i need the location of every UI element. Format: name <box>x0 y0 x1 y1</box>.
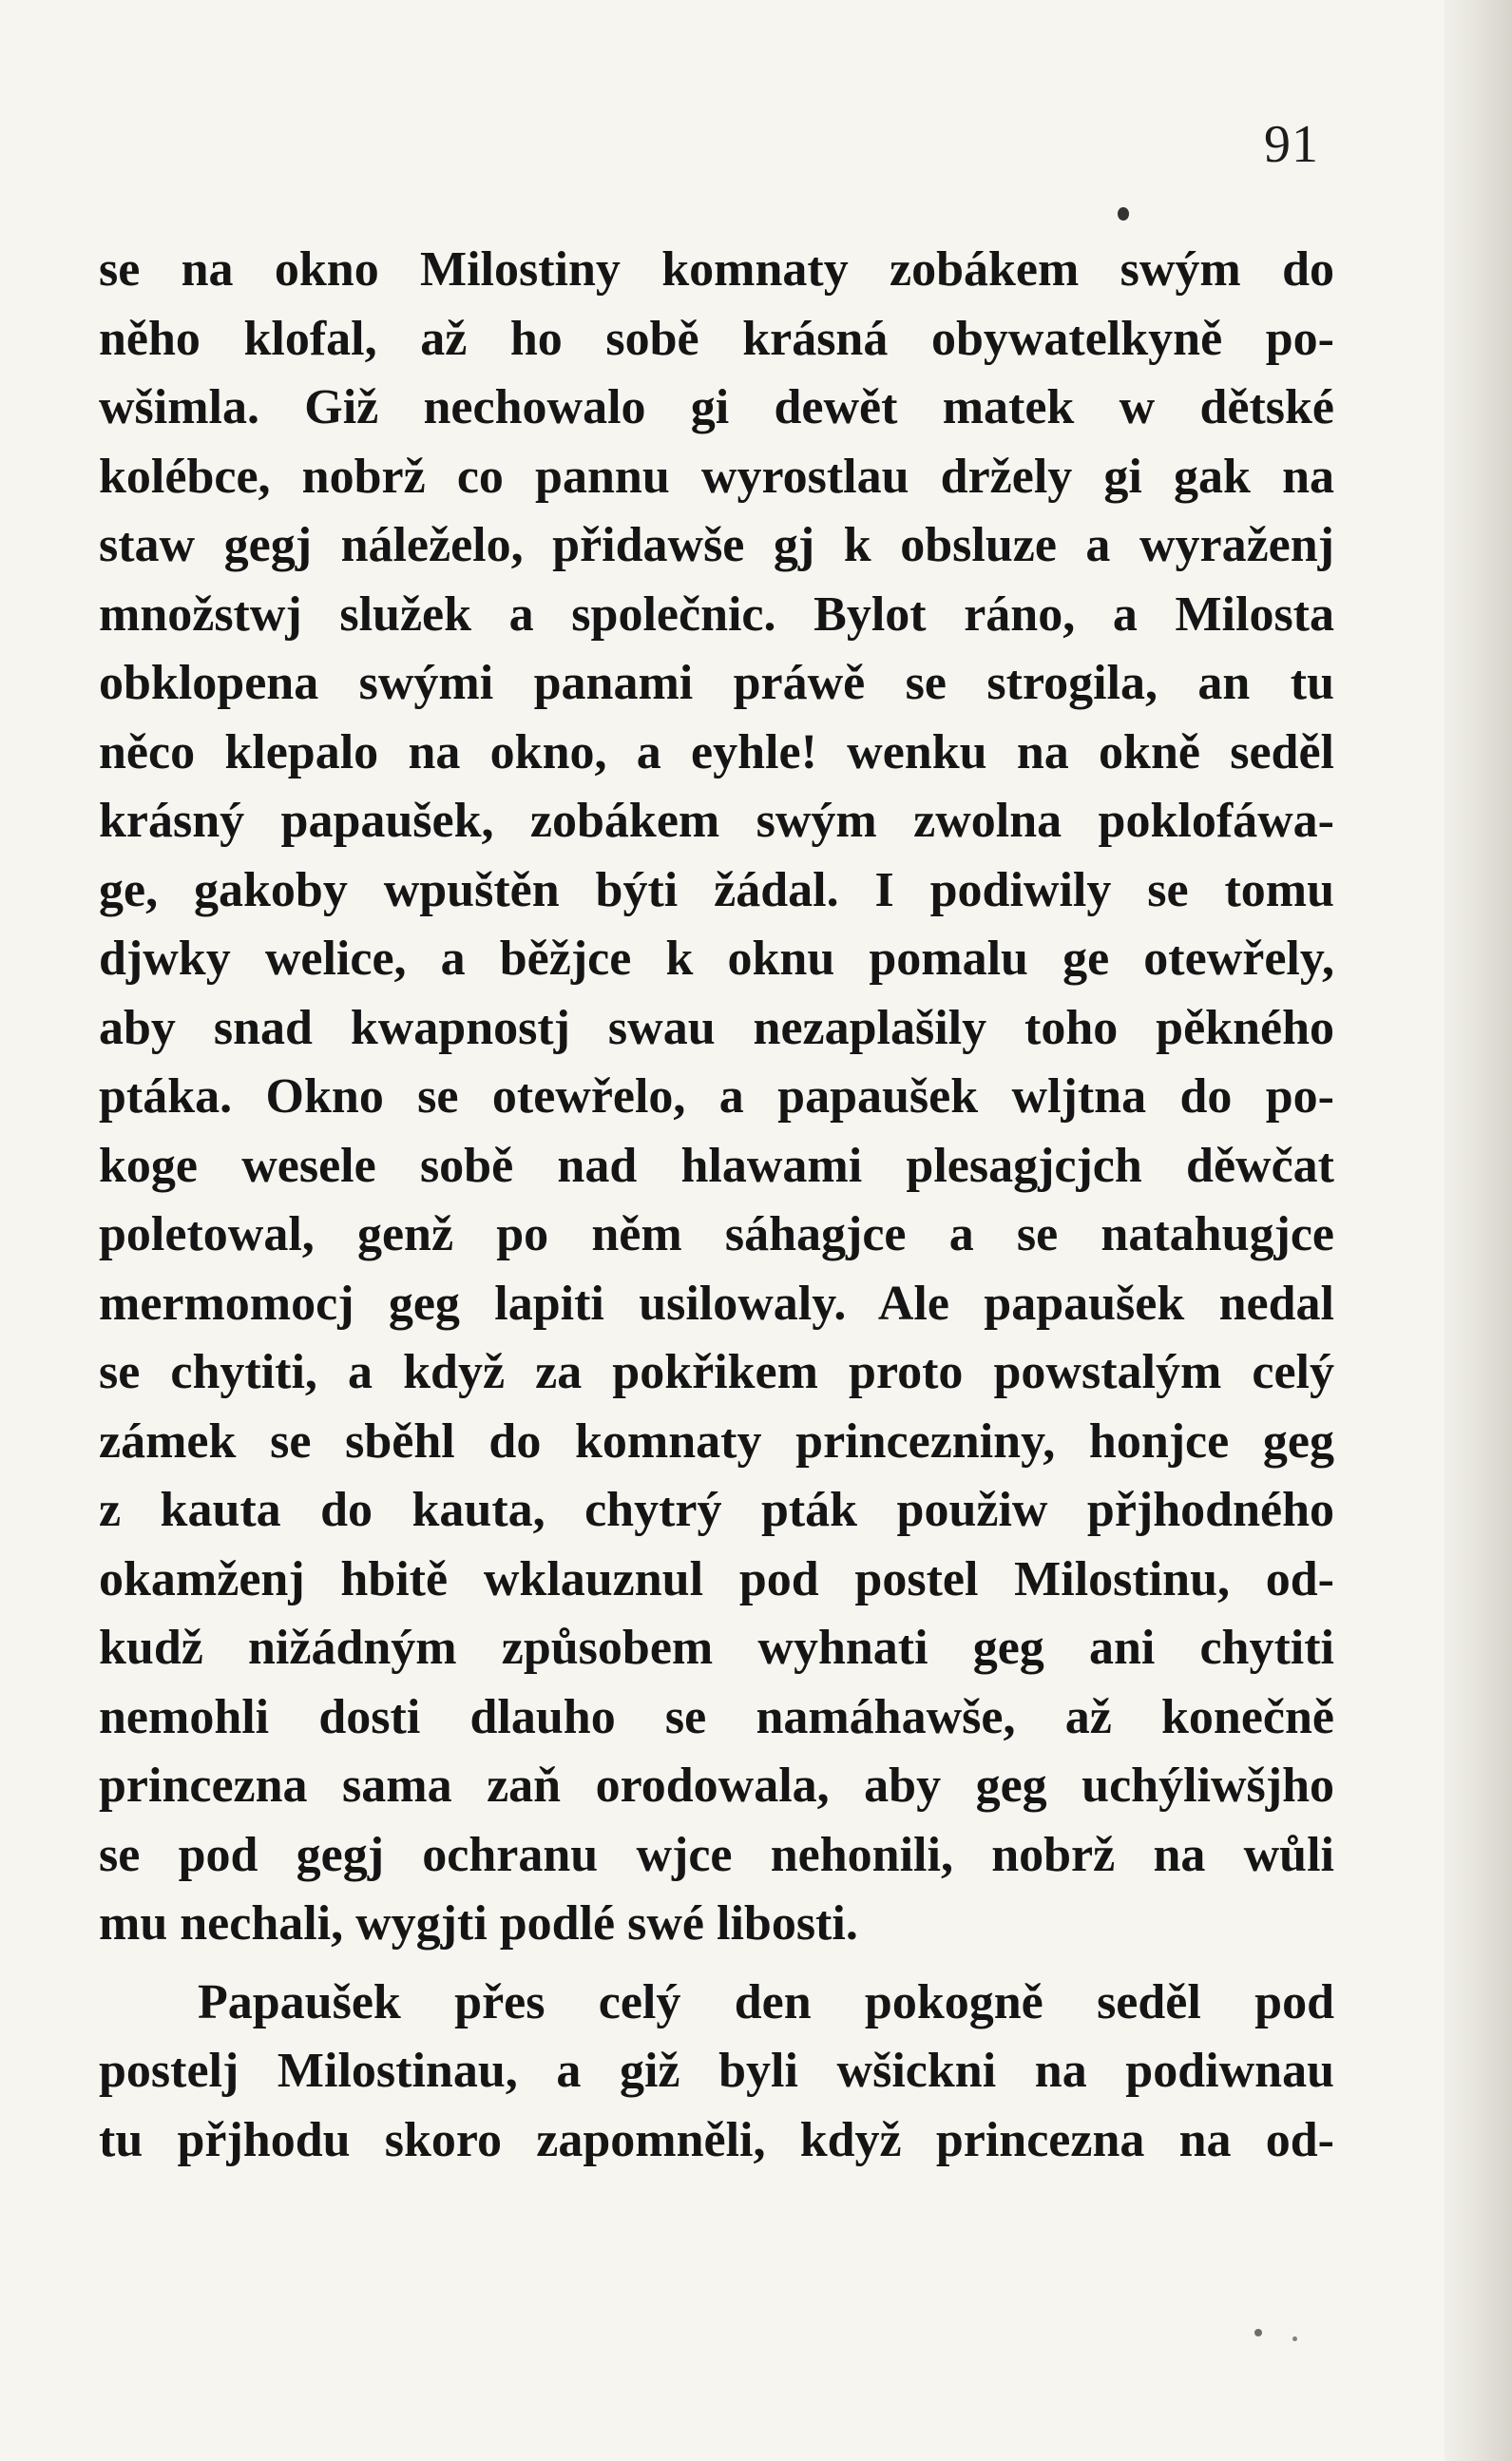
text-line: tu přjhodu skoro zapomněli, když princezna na od- <box>99 2112 1334 2167</box>
paragraph-2 <box>99 1969 1334 2176</box>
paragraph-gap <box>99 1959 1334 1969</box>
text-line: se chytiti, a když za pokřikem proto powstalým celý <box>99 1345 1334 1399</box>
text-line: djwky welice, a běžjce k oknu pomalu ge otewřely, <box>99 932 1334 986</box>
text-line: z kauta do kauta, chytrý pták použiw přjhodného <box>99 1483 1334 1537</box>
text-line: kolébce, nobrž co pannu wyrostlau držely gi gak na <box>99 449 1334 504</box>
paragraph-1 <box>99 236 1334 1959</box>
text-line: koge wesele sobě nad hlawami plesagjcjch děwčat <box>99 1138 1334 1193</box>
text-line: princezna sama zaň orodowala, aby geg uchýliwšjho <box>99 1759 1334 1813</box>
text-line: mu nechali, wygjti podlé swé libosti. <box>99 1896 858 1951</box>
ink-speck <box>1292 2336 1297 2341</box>
text-line: se pod gegj ochranu wjce nehonili, nobrž na wůli <box>99 1827 1334 1882</box>
text-line: Papaušek přes celý den pokogně seděl pod <box>198 1974 1334 2029</box>
text-line: nemohli dosti dlauho se namáhawše, až konečně <box>99 1689 1334 1744</box>
text-line: okamženj hbitě wklauznul pod postel Milostinu, od- <box>99 1551 1334 1606</box>
page-number: 91 <box>1264 115 1319 174</box>
body-text <box>99 236 1334 2175</box>
text-line: zámek se sběhl do komnaty princezniny, honjce geg <box>99 1413 1334 1469</box>
text-line: něho klofal, až ho sobě krásná obywatelkyně po- <box>99 311 1334 366</box>
text-line: krásný papaušek, zobákem swým zwolna poklofáwa- <box>99 794 1334 848</box>
text-line: poletowal, genž po něm sáhagjce a se natahugjce <box>99 1207 1334 1261</box>
text-line: wšimla. Giž nechowalo gi dewět matek w dětské <box>99 380 1334 434</box>
text-line: staw gegj náleželo, přidawše gj k obsluze a wyraženj <box>99 518 1334 572</box>
page-edge-shadow <box>1445 0 1512 2461</box>
text-line: postelj Milostinau, a giž byli wšickni na podiwnau <box>99 2044 1334 2098</box>
text-line: obklopena swými panami práwě se strogila, an tu <box>99 656 1334 710</box>
text-line: ge, gakoby wpuštěn býti žádal. I podiwily se tomu <box>99 862 1334 917</box>
text-line: kudž nižádným způsobem wyhnati geg ani chytiti <box>99 1621 1334 1675</box>
ink-speck <box>1118 207 1129 221</box>
text-line: se na okno Milostiny komnaty zobákem swým do <box>99 242 1334 297</box>
text-line: mermomocj geg lapiti usilowaly. Ale papaušek nedal <box>99 1276 1334 1331</box>
text-line: ptáka. Okno se otewřelo, a papaušek wljtna do po- <box>99 1069 1334 1124</box>
text-line: něco klepalo na okno, a eyhle! wenku na okně seděl <box>99 724 1334 779</box>
text-line: aby snad kwapnostj swau nezaplašily toho pěkného <box>99 1000 1334 1055</box>
text-line: množstwj služek a společnic. Bylot ráno, a Milosta <box>99 586 1334 642</box>
ink-speck <box>1254 2329 1262 2336</box>
